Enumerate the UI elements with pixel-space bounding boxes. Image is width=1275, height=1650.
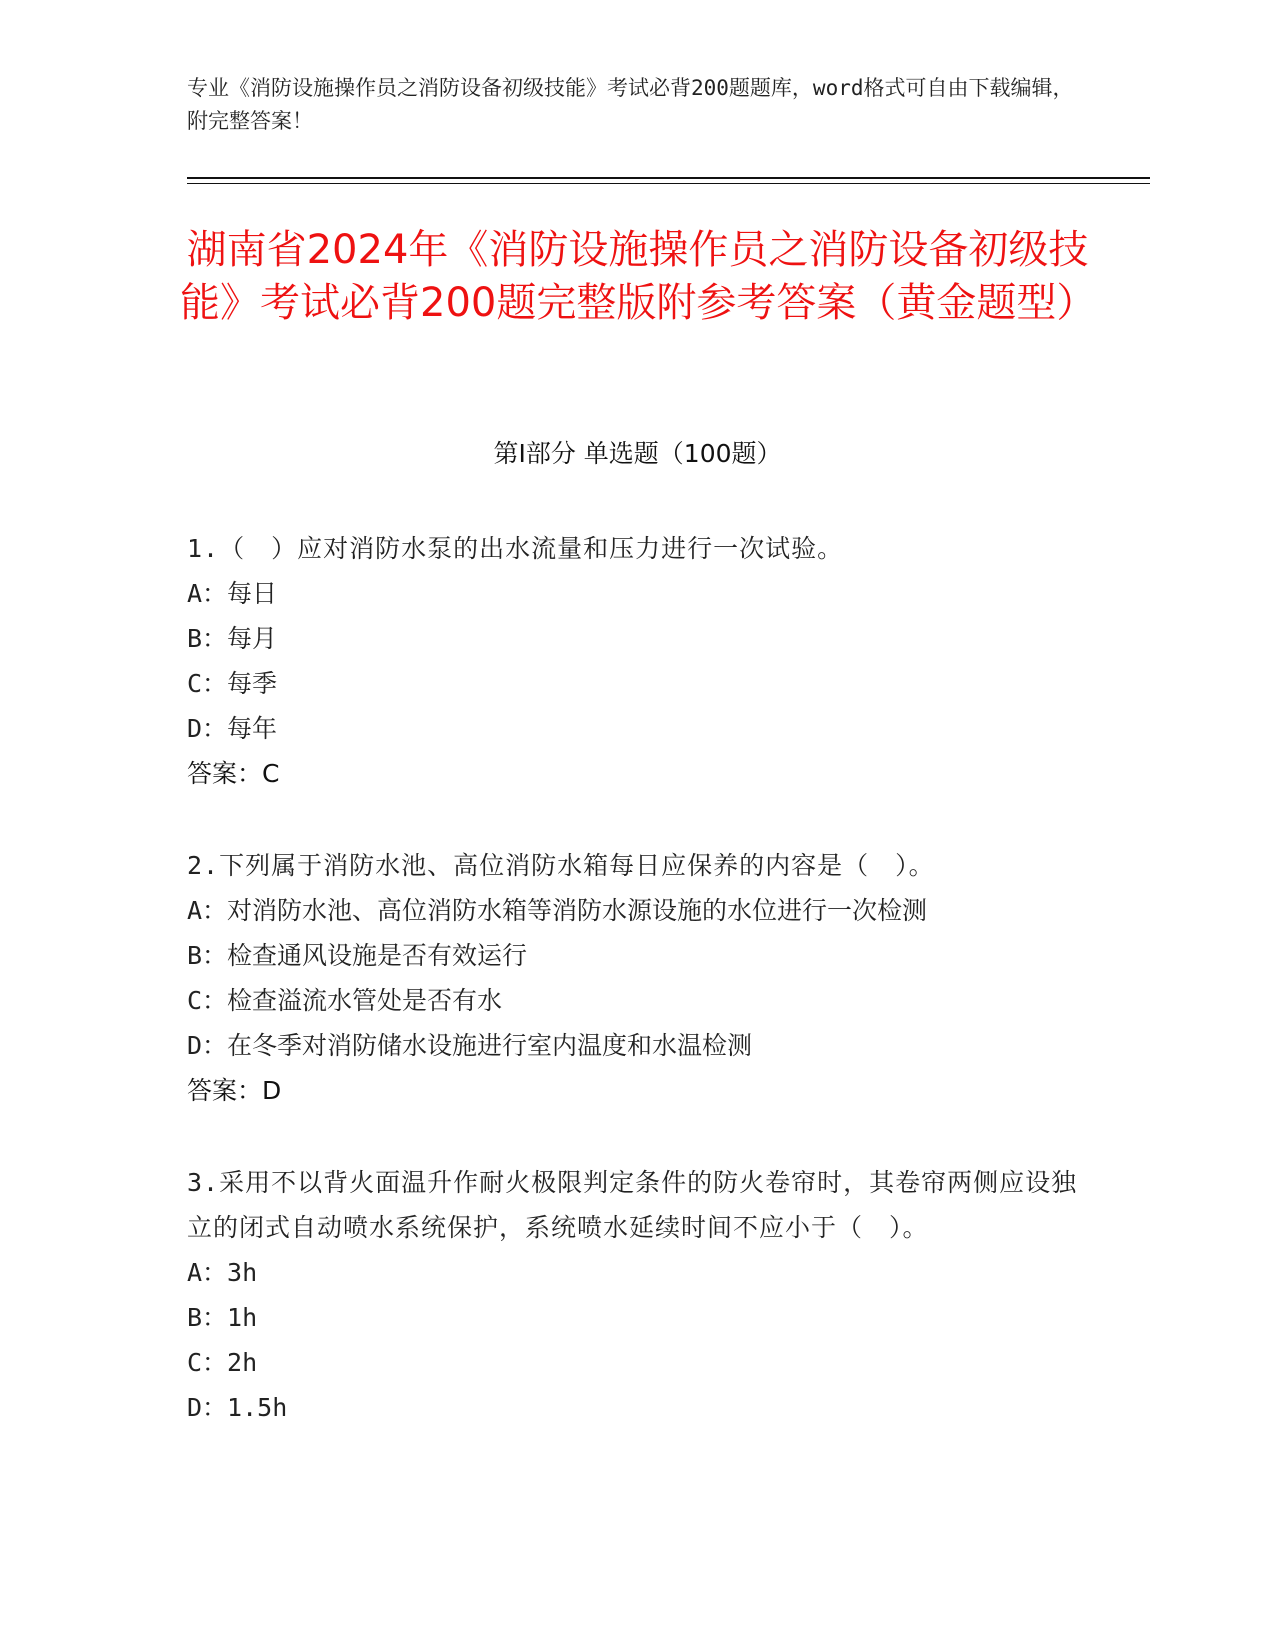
option-c: C：检查溢流水管处是否有水 [187, 986, 503, 1015]
question-stem: 2.下列属于消防水池、高位消防水箱每日应保养的内容是（ ）。 [187, 851, 935, 880]
option-a: A：对消防水池、高位消防水箱等消防水源设施的水位进行一次检测 [187, 896, 928, 925]
header-divider-thick [187, 177, 1150, 179]
question-stem: 3.采用不以背火面温升作耐火极限判定条件的防火卷帘时，其卷帘两侧应设独立的闭式自动喷水系统保护，系统喷水延续时间不应小于（ ）。 [187, 1168, 1078, 1242]
section-title: 第Ⅰ部分 单选题（100题） [493, 439, 782, 468]
question-1 [187, 526, 1087, 796]
option-d: D：每年 [187, 714, 278, 743]
header-divider-thin [187, 183, 1150, 184]
answer-label: 答案：C [187, 759, 280, 788]
option-b: B：每月 [187, 624, 278, 653]
option-c: C：2h [187, 1348, 258, 1377]
option-c: C：每季 [187, 669, 278, 698]
option-d: D：1.5h [187, 1393, 288, 1422]
header-note: 专业《消防设施操作员之消防设备初级技能》考试必背200题题库，word格式可自由下载编辑，附完整答案！ [187, 76, 1074, 133]
question-stem: 1.（ ）应对消防水泵的出水流量和压力进行一次试验。 [187, 534, 844, 563]
option-b: B：1h [187, 1303, 258, 1332]
question-2 [187, 843, 1087, 1113]
question-list [187, 526, 1087, 1430]
option-b: B：检查通风设施是否有效运行 [187, 941, 528, 970]
document-title: 湖南省2024年《消防设施操作员之消防设备初级技能》考试必背200题完整版附参考答案（黄金题型） [180, 227, 1097, 326]
answer-label: 答案：D [187, 1076, 282, 1105]
question-3 [187, 1160, 1087, 1430]
option-a: A：3h [187, 1258, 258, 1287]
option-a: A：每日 [187, 579, 278, 608]
option-d: D：在冬季对消防储水设施进行室内温度和水温检测 [187, 1031, 753, 1060]
